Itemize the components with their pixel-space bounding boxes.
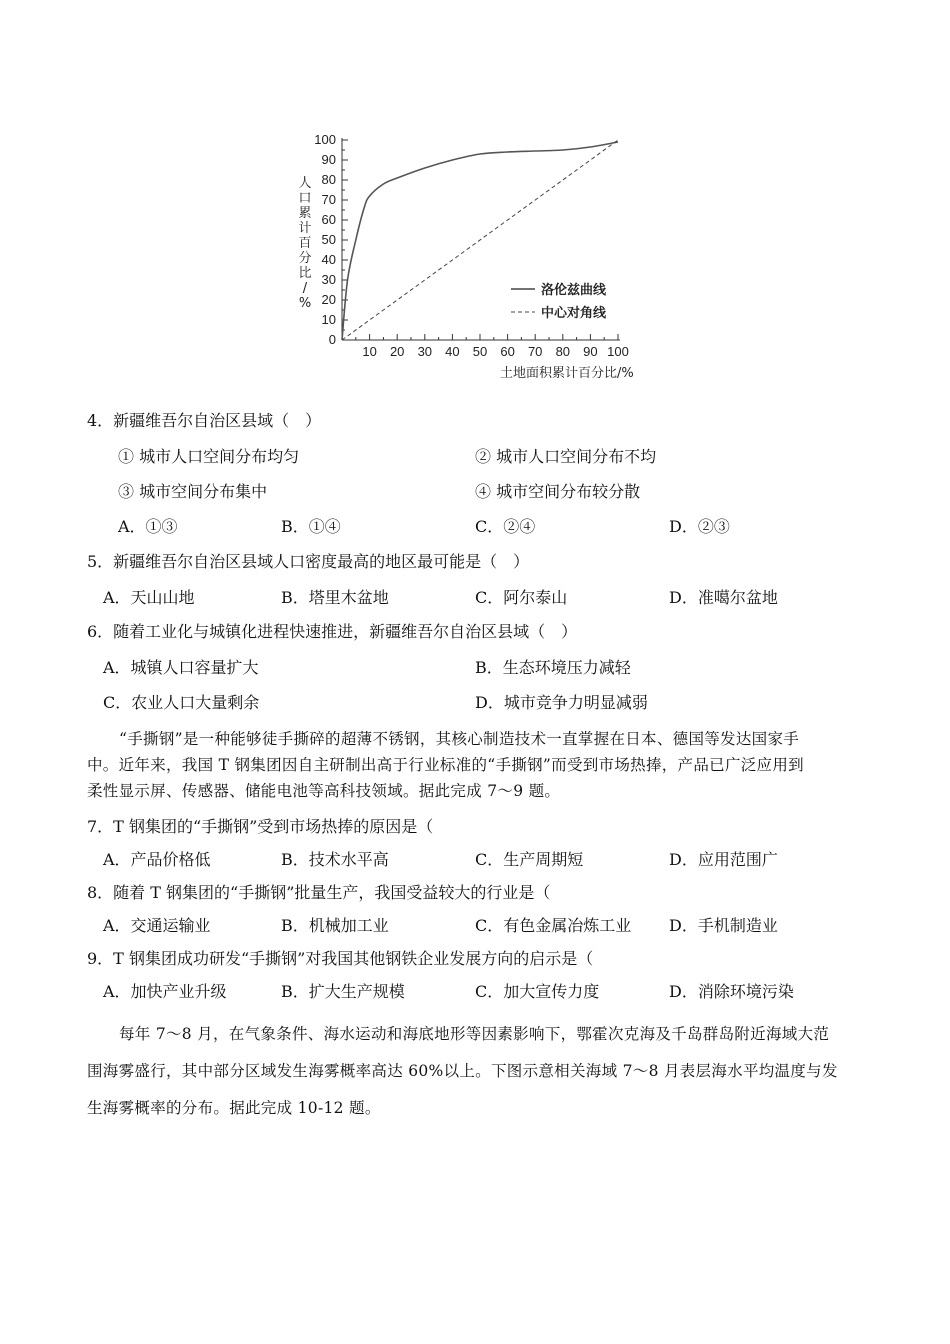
x-tick-label: 30 [417, 344, 433, 359]
x-tick-label: 90 [583, 344, 598, 359]
q6-stem: 6．随着工业化与城镇化进程快速推进，新疆维吾尔自治区县域（ ） [87, 622, 578, 641]
lorenz-chart-svg [285, 125, 665, 390]
y-tick-label: 90 [321, 152, 336, 167]
y-axis-label: 人口累计百分比/ % [298, 176, 312, 311]
q4-item-4: ④ 城市空间分布较分散 [475, 482, 641, 501]
y-tick-label: 10 [321, 312, 336, 327]
q5-stem: 5．新疆维吾尔自治区县域人口密度最高的地区最可能是（ ） [87, 552, 530, 571]
legend-label: 洛伦兹曲线 [541, 283, 607, 298]
y-tick-label: 0 [328, 332, 336, 347]
passage-fog-line-3: 生海雾概率的分布。据此完成 10-12 题。 [87, 1099, 381, 1117]
q9-option-c[interactable]: C．加大宣传力度 [475, 982, 600, 1001]
passage-fog [87, 1016, 867, 1127]
q8-option-c[interactable]: C．有色金属冶炼工业 [475, 916, 632, 935]
q8-stem: 8．随着 T 钢集团的“手撕钢”批量生产，我国受益较大的行业是（ [87, 883, 551, 902]
x-tick-label: 20 [389, 344, 405, 359]
q7-option-b[interactable]: B．技术水平高 [281, 850, 389, 869]
passage-steel-line-2: 中。近年来，我国 T 钢集团因自主研制出高于行业标准的“手撕钢”而受到市场热捧，产品已广泛应用到 [87, 756, 804, 774]
passage-fog-line-1: 每年 7～8 月，在气象条件、海水运动和海底地形等因素影响下，鄂霍次克海及千岛群岛附近海域大范 [119, 1025, 830, 1043]
q4-item-3: ③ 城市空间分布集中 [118, 482, 268, 501]
y-tick-label: 40 [321, 252, 336, 267]
y-tick-label: 70 [321, 192, 336, 207]
x-tick-label: 40 [445, 344, 460, 359]
q6-option-c[interactable]: C．农业人口大量剩余 [103, 693, 260, 712]
q9-option-a[interactable]: A．加快产业升级 [103, 982, 227, 1001]
q6-option-b[interactable]: B．生态环境压力减轻 [475, 658, 631, 677]
y-tick-label: 60 [321, 212, 336, 227]
q8-option-d[interactable]: D．手机制造业 [669, 916, 778, 935]
y-tick-label: 30 [321, 272, 336, 287]
q7-stem: 7．T 钢集团的“手撕钢”受到市场热捧的原因是（ [87, 817, 434, 836]
q5-option-d[interactable]: D．准噶尔盆地 [669, 588, 778, 607]
x-tick-label: 80 [555, 344, 571, 359]
q8-option-a[interactable]: A．交通运输业 [103, 916, 211, 935]
x-tick-label: 50 [472, 344, 488, 359]
q6-option-d[interactable]: D．城市竞争力明显减弱 [475, 693, 648, 712]
x-tick-label: 100 [607, 344, 629, 359]
q9-option-b[interactable]: B．扩大生产规模 [281, 982, 405, 1001]
q4-option-b[interactable]: B．①④ [281, 517, 341, 536]
q5-option-b[interactable]: B．塔里木盆地 [281, 588, 389, 607]
q8-option-b[interactable]: B．机械加工业 [281, 916, 389, 935]
q4-option-a[interactable]: A．①③ [118, 517, 178, 536]
lorenz-chart [285, 125, 665, 390]
passage-steel-line-3: 柔性显示屏、传感器、储能电池等高科技领域。据此完成 7～9 题。 [87, 782, 561, 800]
y-tick-label: 20 [321, 292, 336, 307]
q9-option-d[interactable]: D．消除环境污染 [669, 982, 794, 1001]
x-axis-label: 土地面积累计百分比/% [500, 366, 634, 381]
q9-stem: 9．T 钢集团成功研发“手撕钢”对我国其他钢铁企业发展方向的启示是（ [87, 949, 594, 968]
passage-steel-line-1: “手撕钢”是一种能够徒手撕碎的超薄不锈钢，其核心制造技术一直掌握在日本、德国等发达国家手 [119, 730, 800, 748]
q4-item-2: ② 城市人口空间分布不均 [475, 447, 657, 466]
x-tick-label: 60 [500, 344, 515, 359]
y-tick-label: 80 [321, 172, 336, 187]
q4-option-c[interactable]: C．②④ [475, 517, 536, 536]
q5-option-a[interactable]: A．天山山地 [103, 588, 195, 607]
q4-item-1: ① 城市人口空间分布均匀 [118, 447, 300, 466]
q5-option-c[interactable]: C．阿尔泰山 [475, 588, 568, 607]
q7-option-d[interactable]: D．应用范围广 [669, 850, 778, 869]
legend-label: 中心对角线 [541, 306, 607, 321]
q7-option-c[interactable]: C．生产周期短 [475, 850, 584, 869]
y-tick-label: 100 [314, 132, 336, 147]
passage-steel [87, 726, 867, 804]
x-tick-label: 70 [527, 344, 543, 359]
q4-stem: 4．新疆维吾尔自治区县域（ ） [87, 411, 322, 430]
q6-option-a[interactable]: A．城镇人口容量扩大 [103, 658, 259, 677]
x-tick-label: 10 [362, 344, 377, 359]
q4-option-d[interactable]: D．②③ [669, 517, 730, 536]
passage-fog-line-2: 围海雾盛行，其中部分区域发生海雾概率高达 60%以上。下图示意相关海域 7～8 月表层海水平均温度与发 [87, 1062, 838, 1080]
q7-option-a[interactable]: A．产品价格低 [103, 850, 211, 869]
y-tick-label: 50 [321, 232, 336, 247]
